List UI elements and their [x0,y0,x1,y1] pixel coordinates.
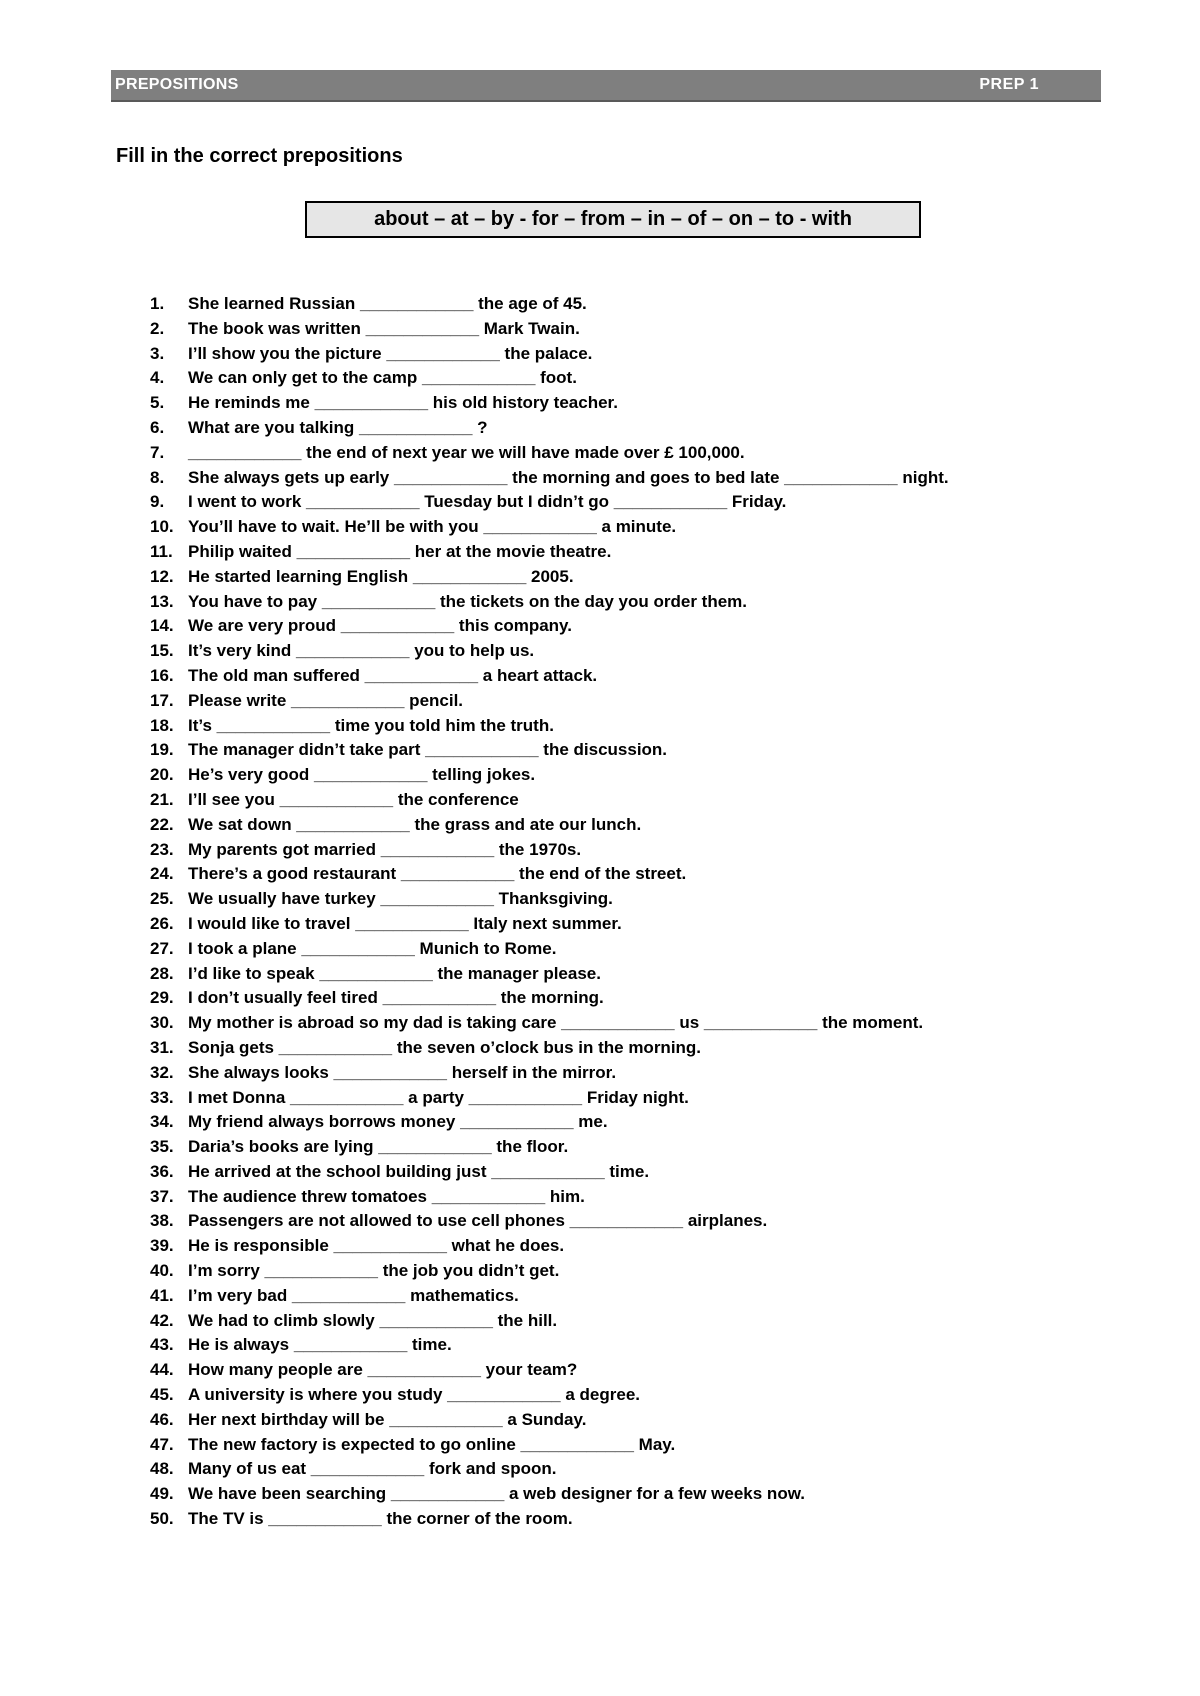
question-text: I’d like to speak ____________ the manager please. [188,963,601,983]
question-item [150,738,949,763]
question-number: 37. [150,1186,174,1206]
question-item [150,1383,949,1408]
question-text: The audience threw tomatoes ____________ him. [188,1186,585,1206]
question-item [150,590,949,615]
question-number: 3. [150,343,165,363]
question-number: 2. [150,318,165,338]
question-item [150,862,949,887]
question-item [150,788,949,813]
question-item [150,1234,949,1259]
question-text: I took a plane ____________ Munich to Rome. [188,938,557,958]
question-item [150,639,949,664]
question-item [150,441,949,466]
question-text: I’m very bad ____________ mathematics. [188,1285,519,1305]
question-item [150,813,949,838]
question-number: 44. [150,1360,174,1380]
question-number: 9. [150,492,165,512]
question-number: 38. [150,1211,174,1231]
question-item [150,1209,949,1234]
question-text: It’s very kind ____________ you to help us. [188,641,535,661]
question-number: 30. [150,1013,174,1033]
question-number: 16. [150,665,174,685]
question-item [150,1507,949,1532]
question-number: 6. [150,417,165,437]
question-number: 47. [150,1434,174,1454]
instruction-heading: Fill in the correct prepositions [116,145,403,167]
question-number: 15. [150,641,174,661]
question-number: 28. [150,963,174,983]
question-item [150,887,949,912]
question-text: He reminds me ____________ his old history teacher. [188,393,618,413]
question-text: The manager didn’t take part ____________ the discussion. [188,740,668,760]
question-item [150,1482,949,1507]
question-item [150,292,949,317]
question-item [150,689,949,714]
header-title: PREPOSITIONS [115,76,239,93]
question-item [150,317,949,342]
question-item [150,1036,949,1061]
question-number: 22. [150,814,174,834]
question-item [150,1185,949,1210]
question-item [150,714,949,739]
question-item [150,1433,949,1458]
header-bar [111,70,1101,102]
question-number: 12. [150,566,174,586]
question-item [150,1061,949,1086]
question-item [150,1457,949,1482]
question-item [150,565,949,590]
question-number: 4. [150,368,165,388]
question-text: We are very proud ____________ this company. [188,616,572,636]
question-text: Passengers are not allowed to use cell phones ____________ airplanes. [188,1211,768,1231]
question-item [150,342,949,367]
header-code: PREP 1 [979,76,1039,93]
question-text: She always gets up early ____________ the morning and goes to bed late ____________ night. [188,467,949,487]
question-number: 17. [150,690,174,710]
question-number: 7. [150,442,165,462]
question-item [150,912,949,937]
question-number: 1. [150,294,165,313]
question-number: 20. [150,765,174,785]
question-item [150,986,949,1011]
question-text: We can only get to the camp ____________ foot. [188,368,577,388]
question-item [150,1110,949,1135]
question-number: 34. [150,1112,174,1132]
question-text: The book was written ____________ Mark Twain. [188,318,580,338]
question-text: How many people are ____________ your team? [188,1360,578,1380]
question-item [150,1011,949,1036]
question-item [150,1259,949,1284]
question-text: The TV is ____________ the corner of the room. [188,1509,573,1529]
question-item [150,466,949,491]
question-text: He’s very good ____________ telling jokes. [188,765,536,785]
question-number: 35. [150,1137,174,1157]
question-number: 50. [150,1509,174,1529]
question-text: We usually have turkey ____________ Thanksgiving. [188,889,613,909]
question-number: 41. [150,1285,174,1305]
question-text: He is always ____________ time. [188,1335,452,1355]
question-item [150,391,949,416]
question-text: The new factory is expected to go online ____________ May. [188,1434,676,1454]
question-number: 46. [150,1409,174,1429]
question-number: 48. [150,1459,174,1479]
question-number: 14. [150,616,174,636]
question-text: My mother is abroad so my dad is taking care ____________ us ____________ the moment. [188,1013,924,1033]
question-text: There’s a good restaurant ____________ the end of the street. [188,864,687,884]
question-number: 29. [150,988,174,1008]
question-list [150,292,949,1532]
question-text: We have been searching ____________ a web designer for a few weeks now. [188,1484,806,1504]
question-item [150,1408,949,1433]
question-text: It’s ____________ time you told him the truth. [188,715,554,735]
question-number: 49. [150,1484,174,1504]
question-number: 21. [150,789,174,809]
question-text: What are you talking ____________ ? [188,417,488,437]
question-text: He arrived at the school building just ____________ time. [188,1161,650,1181]
question-item [150,1086,949,1111]
question-text: Her next birthday will be ____________ a Sunday. [188,1409,587,1429]
question-text: He started learning English ____________ 2005. [188,566,574,586]
question-number: 26. [150,913,174,933]
question-item [150,416,949,441]
question-item [150,1358,949,1383]
question-text: He is responsible ____________ what he does. [188,1236,565,1256]
question-number: 42. [150,1310,174,1330]
question-text: I would like to travel ____________ Italy next summer. [188,913,622,933]
question-number: 31. [150,1037,174,1057]
question-item [150,763,949,788]
question-text: ____________ the end of next year we will have made over £ 100,000. [188,442,745,462]
question-text: Philip waited ____________ her at the movie theatre. [188,541,612,561]
question-number: 36. [150,1161,174,1181]
question-number: 13. [150,591,174,611]
question-number: 43. [150,1335,174,1355]
question-item [150,1309,949,1334]
question-number: 25. [150,889,174,909]
question-text: I don’t usually feel tired ____________ the morning. [188,988,604,1008]
word-bank-box: about – at – by - for – from – in – of – on – to - with [305,201,921,238]
question-number: 45. [150,1385,174,1405]
question-number: 27. [150,938,174,958]
question-text: My friend always borrows money ____________ me. [188,1112,608,1132]
question-number: 24. [150,864,174,884]
question-number: 10. [150,517,174,537]
question-text: You have to pay ____________ the tickets on the day you order them. [188,591,748,611]
question-number: 39. [150,1236,174,1256]
question-number: 18. [150,715,174,735]
question-text: Many of us eat ____________ fork and spoon. [188,1459,557,1479]
question-item [150,366,949,391]
question-number: 23. [150,839,174,859]
question-text: You’ll have to wait. He’ll be with you ____________ a minute. [188,517,677,537]
question-text: My parents got married ____________ the 1970s. [188,839,582,859]
question-item [150,1333,949,1358]
question-text: She always looks ____________ herself in the mirror. [188,1062,617,1082]
question-text: I met Donna ____________ a party ____________ Friday night. [188,1087,689,1107]
question-item [150,937,949,962]
question-text: A university is where you study ____________ a degree. [188,1385,640,1405]
question-item [150,515,949,540]
question-text: I went to work ____________ Tuesday but I didn’t go ____________ Friday. [188,492,787,512]
question-text: Daria’s books are lying ____________ the floor. [188,1137,569,1157]
question-number: 40. [150,1261,174,1281]
question-text: Please write ____________ pencil. [188,690,464,710]
question-number: 33. [150,1087,174,1107]
question-item [150,1135,949,1160]
question-text: Sonja gets ____________ the seven o’clock bus in the morning. [188,1037,702,1057]
question-item [150,540,949,565]
question-number: 5. [150,393,165,413]
question-number: 8. [150,467,165,487]
question-text: We sat down ____________ the grass and ate our lunch. [188,814,642,834]
question-item [150,962,949,987]
question-number: 19. [150,740,174,760]
question-item [150,614,949,639]
question-text: I’m sorry ____________ the job you didn’t get. [188,1261,560,1281]
question-item [150,1284,949,1309]
question-text: We had to climb slowly ____________ the hill. [188,1310,558,1330]
question-item [150,838,949,863]
question-item [150,664,949,689]
question-item [150,490,949,515]
question-number: 11. [150,541,173,561]
question-text: She learned Russian ____________ the age of 45. [188,294,587,313]
question-item [150,1160,949,1185]
question-text: I’ll show you the picture ____________ the palace. [188,343,593,363]
question-number: 32. [150,1062,174,1082]
question-text: The old man suffered ____________ a heart attack. [188,665,598,685]
question-text: I’ll see you ____________ the conference [188,789,519,809]
